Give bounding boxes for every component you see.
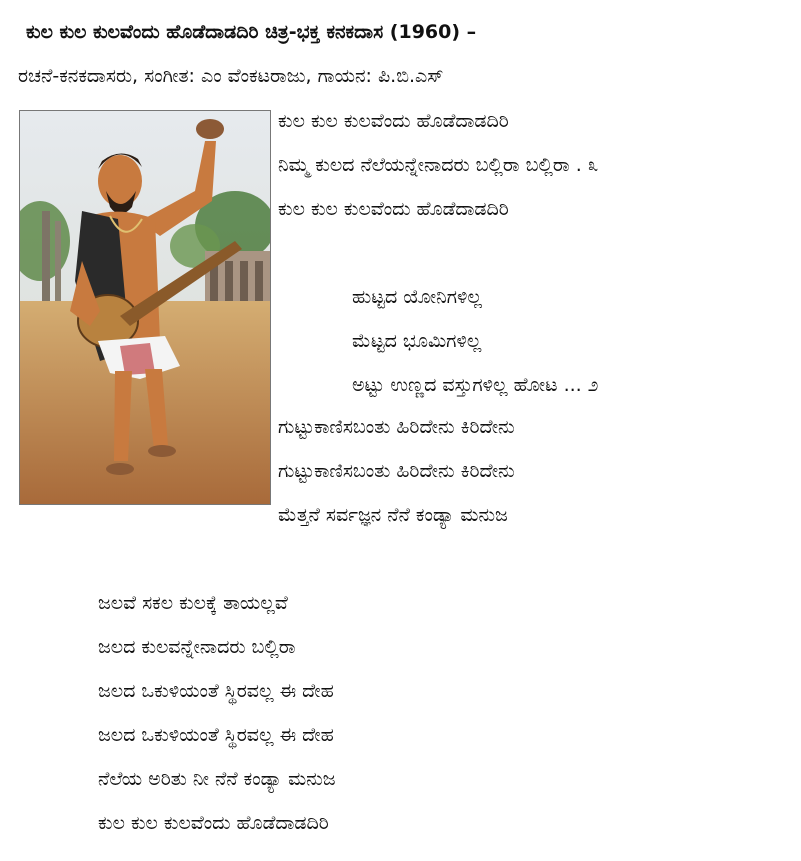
kanakadasa-painting [19, 110, 271, 505]
lyric-line: ಗುಟ್ಟುಕಾಣಿಸಬಂತು ಹಿರಿದೇನು ಕಿರಿದೇನು [278, 460, 515, 482]
lyric-line: ಜಲದ ಒಕುಳಿಯಂತೆ ಸ್ಥಿರವಲ್ಲ ಈ ದೇಹ [98, 680, 334, 702]
lyric-line: ಜಲದ ಕುಲವನ್ನೇನಾದರು ಬಲ್ಲಿರಾ [98, 636, 296, 658]
lyric-line: ಹುಟ್ಟದ ಯೋನಿಗಳಿಲ್ಲ [352, 286, 482, 308]
verse-one-continuation [278, 412, 515, 544]
lyric-line: ಜಲವೆ ಸಕಲ ಕುಲಕ್ಕೆ ತಾಯಲ್ಲವೆ [98, 592, 288, 614]
verse-one-stanza [352, 282, 598, 414]
lyric-line: ನಿಮ್ಮ ಕುಲದ ನೆಲೆಯನ್ನೇನಾದರು ಬಲ್ಲಿರಾ ಬಲ್ಲಿರಾ . ೩ [278, 154, 599, 176]
song-credits: ರಚನೆ-ಕನಕದಾಸರು, ಸಂಗೀತ: ಎಂ ವೆಂಕಟರಾಜು, ಗಾಯನ: ಪಿ.ಬಿ.ಎಸ್ [18, 65, 444, 87]
lyric-line: ನೆಲೆಯ ಅರಿತು ನೀ ನೆನೆ ಕಂಡ್ಯಾ ಮನುಜ [98, 768, 336, 790]
page-title: ಕುಲ ಕುಲ ಕುಲವೆಂದು ಹೊಡೆದಾಡದಿರಿ ಚಿತ್ರ-ಭಕ್ತ ಕನಕದಾಸ (1960) – [26, 21, 477, 43]
lyric-line: ಮೆಟ್ಟದ ಭೂಮಿಗಳಿಲ್ಲ [352, 330, 482, 352]
lyric-line: ಕುಲ ಕುಲ ಕುಲವೆಂದು ಹೊಡೆದಾಡದಿರಿ [98, 812, 329, 834]
verse-two-stanza [98, 588, 336, 852]
lyric-line: ಕುಲ ಕುಲ ಕುಲವೆಂದು ಹೊಡೆದಾಡದಿರಿ [278, 110, 509, 132]
lyric-line: ಜಲದ ಒಕುಳಿಯಂತೆ ಸ್ಥಿರವಲ್ಲ ಈ ದೇಹ [98, 724, 334, 746]
lyric-line: ಮೆತ್ತನೆ ಸರ್ವಜ್ಞನ ನೆನೆ ಕಂಡ್ಯಾ ಮನುಜ [278, 504, 508, 526]
lyric-line: ಅಟ್ಟು ಉಣ್ಣದ ವಸ್ತುಗಳಿಲ್ಲ ಹೋಟ ... ೨ [352, 374, 599, 396]
lyric-line: ಕುಲ ಕುಲ ಕುಲವೆಂದು ಹೊಡೆದಾಡದಿರಿ [278, 198, 509, 220]
lyric-line: ಗುಟ್ಟುಕಾಣಿಸಬಂತು ಹಿರಿದೇನು ಕಿರಿದೇನು [278, 416, 515, 438]
refrain-stanza [278, 106, 598, 238]
